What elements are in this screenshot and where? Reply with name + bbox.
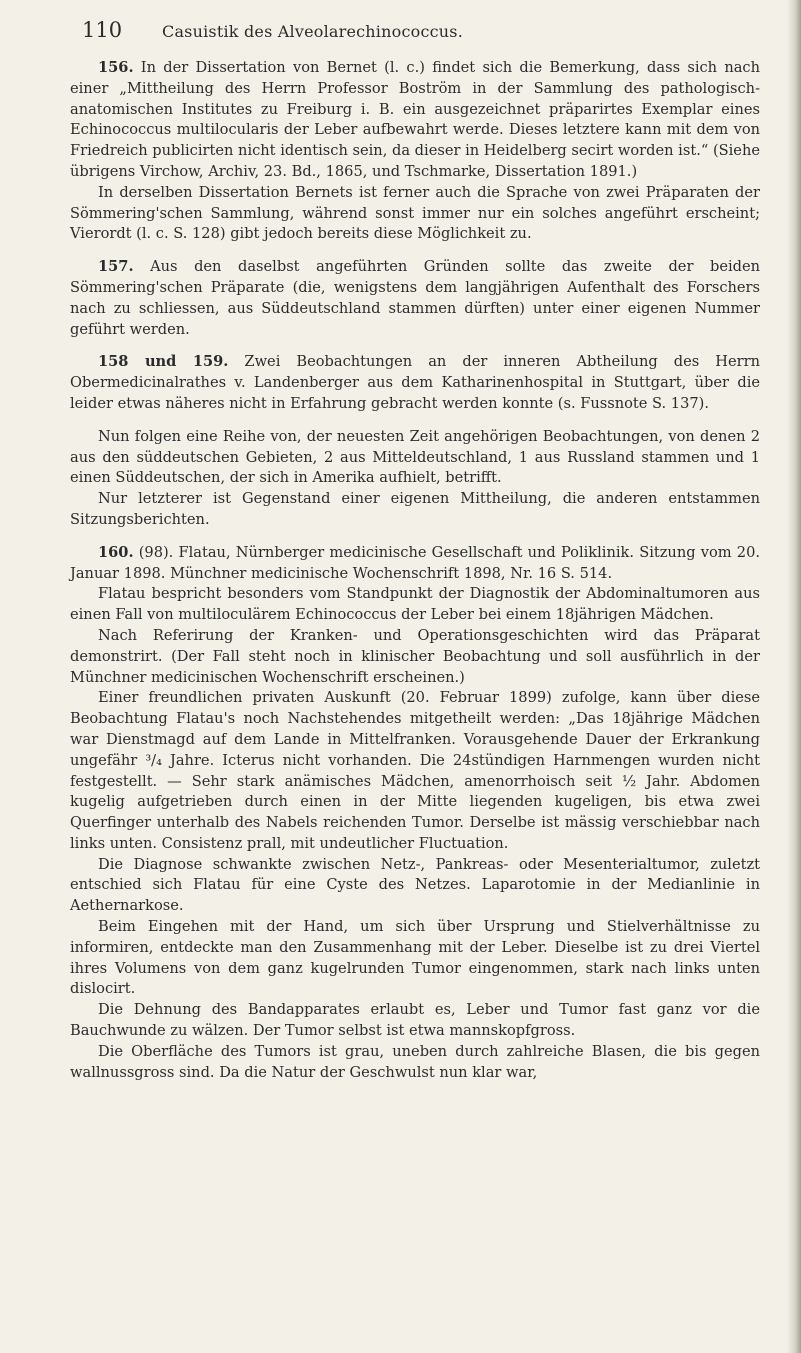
paragraph-text: Die Oberfläche des Tumors ist grau, uneben durch zahlreiche Blasen, die bis gegen wallnussgross sind. Da die Natur der Geschwulst nun klar war, xyxy=(70,1042,760,1081)
paragraph-number: 157. xyxy=(98,258,134,276)
body-text xyxy=(70,58,760,1083)
paragraph-p160d xyxy=(70,855,760,917)
page xyxy=(70,18,760,1083)
paragraph-p158 xyxy=(70,352,760,414)
paragraph-text: Die Diagnose schwankte zwischen Netz-, Pankreas- oder Mesenterialtumor, zuletzt entschied sich Flatau für eine Cyste des Netzes. Laparotomie in der Medianlinie in Aethernarkose. xyxy=(70,855,760,915)
paragraph-text: Aus den daselbst angeführten Gründen sollte das zweite der beiden Sömmering'schen Präparate (die, wenigstens dem langjährigen Aufenthalt des Forschers nach zu schliessen, aus Süddeutschland stammen dürften) unter einer eigenen Nummer geführt werden. xyxy=(70,258,760,338)
paragraph-number: 156. xyxy=(98,59,134,76)
paragraph-text: In der Dissertation von Bernet (l. c.) findet sich die Bemerkung, dass sich nach einer „Mittheilung des Herrn Professor Boström in der Sammlung des pathologisch-anatomischen Institutes zu Freiburg i. B. ein ausgezeichnet präparirtes Exemplar eines Echinococcus multilocularis der Leber aufbewahrt werde. Dieses letztere kann mit dem von Friedreich publicirten nicht identisch sein, da dieser in Heidelberg secirt worden ist.“ (Siehe übrigens Virchow, Archiv, 23. Bd., 1865, und Tschmarke, Dissertation 1891.) xyxy=(70,59,760,180)
page-number: 110 xyxy=(82,18,123,42)
paragraph-p156 xyxy=(70,58,760,183)
paragraph-pnun xyxy=(70,427,760,489)
paragraph-text: Nach Referirung der Kranken- und Operationsgeschichten wird das Präparat demonstrirt. (Der Fall steht noch in klinischer Beobachtung und soll ausführlich in der Münchner medicinischen Wochenschrift erscheinen.) xyxy=(70,626,760,686)
paragraph-p160f xyxy=(70,1000,760,1042)
paragraph-p160e xyxy=(70,917,760,1000)
paragraph-number: 158 und 159. xyxy=(98,353,229,371)
paragraph-text: Nun folgen eine Reihe von, der neuesten Zeit angehörigen Beobachtungen, von denen 2 aus den süddeutschen Gebieten, 2 aus Mitteldeutschland, 1 aus Russland stammen und 1 einen Süddeutschen, der sich in Amerika aufhielt, betrifft. xyxy=(70,427,760,487)
paragraph-p156b xyxy=(70,183,760,245)
paragraph-p160a xyxy=(70,584,760,626)
paragraph-p157 xyxy=(70,257,760,340)
paragraph-text: Einer freundlichen privaten Auskunft (20. Februar 1899) zufolge, kann über diese Beobachtung Flatau's noch Nachstehendes mitgetheilt werden: „Das 18jährige Mädchen war Dienstmagd auf dem Lande in Mittelfranken. Vorausgehende Dauer der Erkrankung ungefähr ³/₄ Jahre. Icterus nicht vorhanden. Die 24stündigen Harnmengen wurden nicht festgestellt. — Sehr stark anämisches Mädchen, amenorrhoisch seit ½ Jahr. Abdomen kugelig aufgetrieben durch einen in der Mitte liegenden kugeligen, bis etwa zwei Querfinger unterhalb des Nabels reichenden Tumor. Derselbe ist mässig verschiebbar nach links unten. Consistenz prall, mit undeutlicher Fluctuation. xyxy=(70,689,760,852)
paragraph-p160g xyxy=(70,1042,760,1084)
paragraph-text: Zwei Beobachtungen an der inneren Abtheilung des Herrn Obermedicinalrathes v. Landenberger aus dem Katharinenhospital in Stuttgart, über die leider etwas näheres nicht in Erfahrung gebracht werden konnte (s. Fussnote S. 137). xyxy=(70,353,760,412)
paragraph-pnur xyxy=(70,489,760,531)
running-title: Casuistik des Alveolarechinococcus. xyxy=(162,22,463,41)
paragraph-text: In derselben Dissertation Bernets ist ferner auch die Sprache von zwei Präparaten der Sömmering'schen Sammlung, während sonst immer nur ein solches angeführt erscheint; Vierordt (l. c. S. 128) gibt jedoch bereits diese Möglichkeit zu. xyxy=(70,183,760,243)
paragraph-p160b xyxy=(70,626,760,688)
paragraph-text: Beim Eingehen mit der Hand, um sich über Ursprung und Stielverhältnisse zu informiren, entdeckte man den Zusammenhang mit der Leber. Dieselbe ist zu drei Viertel ihres Volumens von dem ganz kugelrunden Tumor eingenommen, stark nach links unten dislocirt. xyxy=(70,918,760,998)
paragraph-text: (98). Flatau, Nürnberger medicinische Gesellschaft und Poliklinik. Sitzung vom 20. Januar 1898. Münchner medicinische Wochenschrift 1898, Nr. 16 S. 514. xyxy=(70,543,760,582)
paragraph-number: 160. xyxy=(98,543,134,561)
paragraph-text: Nur letzterer ist Gegenstand einer eigenen Mittheilung, die anderen entstammen Sitzungsberichten. xyxy=(70,490,760,528)
paragraph-p160c xyxy=(70,688,760,854)
paragraph-text: Flatau bespricht besonders vom Standpunkt der Diagnostik der Abdominaltumoren aus einen Fall von multiloculärem Echinococcus der Leber bei einem 18jährigen Mädchen. xyxy=(70,585,760,624)
paragraph-p160 xyxy=(70,543,760,585)
paragraph-text: Die Dehnung des Bandapparates erlaubt es, Leber und Tumor fast ganz vor die Bauchwunde zu wälzen. Der Tumor selbst ist etwa mannskopfgross. xyxy=(70,1001,760,1040)
page-header xyxy=(82,18,760,42)
page-edge-shadow xyxy=(787,0,801,1353)
